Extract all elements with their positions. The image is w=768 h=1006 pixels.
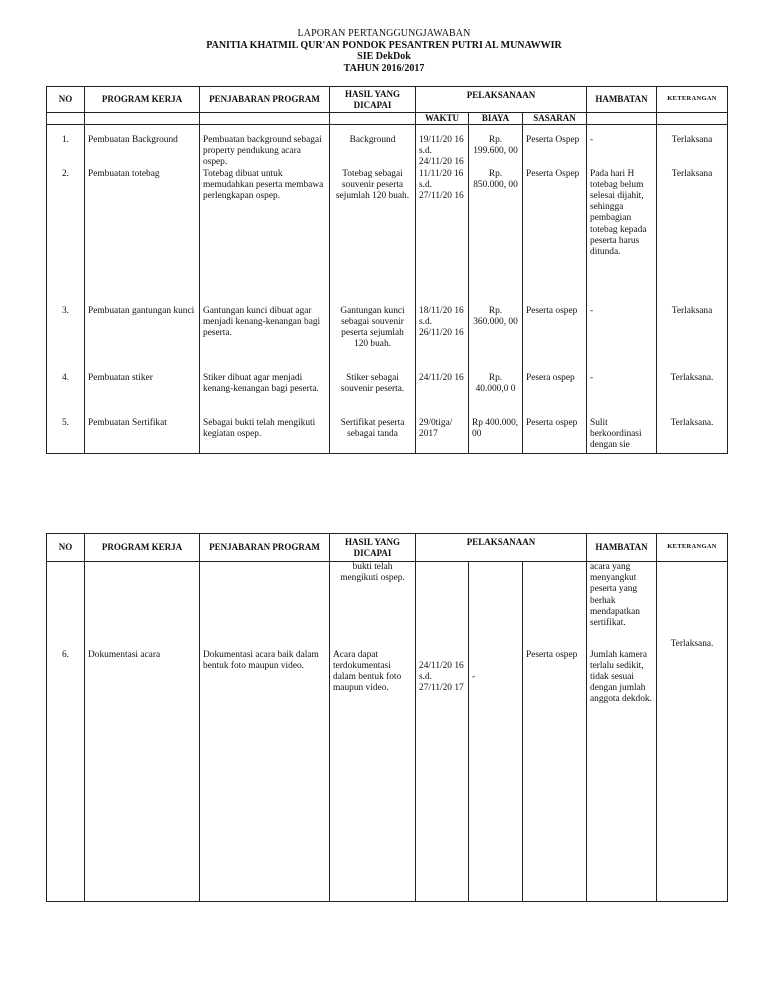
col-program-header: PROGRAM KERJA [85, 534, 200, 562]
col-waktu-header: WAKTU [416, 113, 469, 125]
row-hasil: Background [330, 125, 416, 169]
row-waktu: 24/11/20 16 s.d. 27/11/20 17 [416, 634, 469, 902]
col-keterangan-header: KETERANGAN [657, 534, 728, 562]
row-hasil: Stiker sebagai souvenir peserta. [330, 373, 416, 418]
row-hambatan: - [587, 373, 657, 418]
row-hambatan: Sulit berkoordinasi dengan sie [587, 418, 657, 454]
table-row-continued [47, 562, 728, 634]
row-waktu: 11/11/20 16 s.d. 27/11/20 16 [416, 169, 469, 306]
row-waktu: 29/0tiga/ 2017 [416, 418, 469, 454]
col-no-header: NO [47, 534, 85, 562]
row-program: Pembuatan gantungan kunci [85, 306, 200, 373]
table-row [47, 306, 728, 373]
row-hambatan-continued: acara yang menyangkut peserta yang berhak mendapatkan sertifikat. [587, 562, 657, 634]
row-penjabaran: Dokumentasi acara baik dalam bentuk foto maupun video. [200, 634, 330, 902]
row-hasil-continued: bukti telah mengikuti ospep. [330, 562, 416, 634]
row-no: 4. [47, 373, 85, 418]
row-no: 6. [47, 634, 85, 902]
report-table-1 [46, 86, 728, 454]
section-name: SIE DekDok [357, 51, 411, 62]
row-keterangan: Terlaksana. [657, 418, 728, 454]
row-sasaran: Peserta ospep [523, 306, 587, 373]
row-no: 1. [47, 125, 85, 169]
col-hasil-header: HASIL YANG DICAPAI [330, 534, 416, 562]
col-penjabaran-header: PENJABARAN PROGRAM [200, 87, 330, 113]
report-table-2 [46, 533, 728, 902]
row-program: Pembuatan stiker [85, 373, 200, 418]
row-program: Pembuatan totebag [85, 169, 200, 306]
row-keterangan: Terlaksana. [657, 373, 728, 418]
row-keterangan: Terlaksana [657, 306, 728, 373]
row-program: Pembuatan Background [85, 125, 200, 169]
report-title: LAPORAN PERTANGGUNGJAWABAN [297, 28, 471, 39]
row-program: Pembuatan Sertifikat [85, 418, 200, 454]
row-sasaran: Peserta Ospep [523, 169, 587, 306]
col-pelaksanaan-header: PELAKSANAAN [416, 87, 587, 113]
row-sasaran: Peserta ospep [523, 418, 587, 454]
row-keterangan: Terlaksana [657, 125, 728, 169]
row-biaya: Rp. 360.000, 00 [469, 306, 523, 373]
row-biaya: Rp. 40.000,0 0 [469, 373, 523, 418]
row-penjabaran: Stiker dibuat agar menjadi kenang-kenangan bagi peserta. [200, 373, 330, 418]
row-no: 2. [47, 169, 85, 306]
row-sasaran: Peserta ospep [523, 634, 587, 902]
row-penjabaran: Gantungan kunci dibuat agar menjadi kenang-kenangan bagi peserta. [200, 306, 330, 373]
col-sasaran-header: SASARAN [523, 113, 587, 125]
col-biaya-header: BIAYA [469, 113, 523, 125]
row-hasil: Totebag sebagai souvenir peserta sejumlah 120 buah. [330, 169, 416, 306]
row-penjabaran: Totebag dibuat untuk memudahkan peserta membawa perlengkapan ospep. [200, 169, 330, 306]
col-hambatan-header: HAMBATAN [587, 87, 657, 113]
row-hambatan: - [587, 125, 657, 169]
row-biaya: Rp. 199.600, 00 [469, 125, 523, 169]
row-penjabaran: Pembuatan background sebagai property pendukung acara ospep. [200, 125, 330, 169]
row-sasaran: Peserta Ospep [523, 125, 587, 169]
row-hambatan: - [587, 306, 657, 373]
col-hambatan-header: HAMBATAN [587, 534, 657, 562]
table-row [47, 373, 728, 418]
row-no: 5. [47, 418, 85, 454]
col-keterangan-header: KETERANGAN [657, 87, 728, 113]
report-year: TAHUN 2016/2017 [343, 62, 425, 74]
row-hasil: Sertifikat peserta sebagai tanda [330, 418, 416, 454]
col-penjabaran-header: PENJABARAN PROGRAM [200, 534, 330, 562]
col-hasil-header: HASIL YANG DICAPAI [330, 87, 416, 113]
row-keterangan: Terlaksana [657, 169, 728, 306]
row-program: Dokumentasi acara [85, 634, 200, 902]
row-waktu: 19/11/20 16 s.d. 24/11/20 16 [416, 125, 469, 169]
row-penjabaran: Sebagai bukti telah mengikuti kegiatan ospep. [200, 418, 330, 454]
row-keterangan: Terlaksana. [657, 634, 728, 902]
row-hambatan: Jumlah kamera terlalu sedikit, tidak sesuai dengan jumlah anggota dekdok. [587, 634, 657, 902]
table-row [47, 634, 728, 902]
row-no: 3. [47, 306, 85, 373]
row-waktu: 18/11/20 16 s.d. 26/11/20 16 [416, 306, 469, 373]
table-row [47, 125, 728, 169]
row-hambatan: Pada hari H totebag belum selesai dijahit, sehingga pembagian totebag kepada peserta harus ditunda. [587, 169, 657, 306]
row-waktu: 24/11/20 16 [416, 373, 469, 418]
col-program-header: PROGRAM KERJA [85, 87, 200, 113]
row-biaya: - [469, 634, 523, 902]
row-sasaran: Pesera ospep [523, 373, 587, 418]
row-biaya: Rp 400.000, 00 [469, 418, 523, 454]
committee-name: PANITIA KHATMIL QUR'AN PONDOK PESANTREN PUTRI AL MUNAWWIR [206, 39, 562, 51]
table-row [47, 169, 728, 306]
row-hasil: Gantungan kunci sebagai souvenir peserta sejumlah 120 buah. [330, 306, 416, 373]
col-pelaksanaan-header: PELAKSANAAN [416, 534, 587, 562]
table-row [47, 418, 728, 454]
row-biaya: Rp. 850.000, 00 [469, 169, 523, 306]
col-no-header: NO [47, 87, 85, 113]
report-header [0, 28, 768, 74]
row-hasil: Acara dapat terdokumentasi dalam bentuk foto maupun video. [330, 634, 416, 902]
